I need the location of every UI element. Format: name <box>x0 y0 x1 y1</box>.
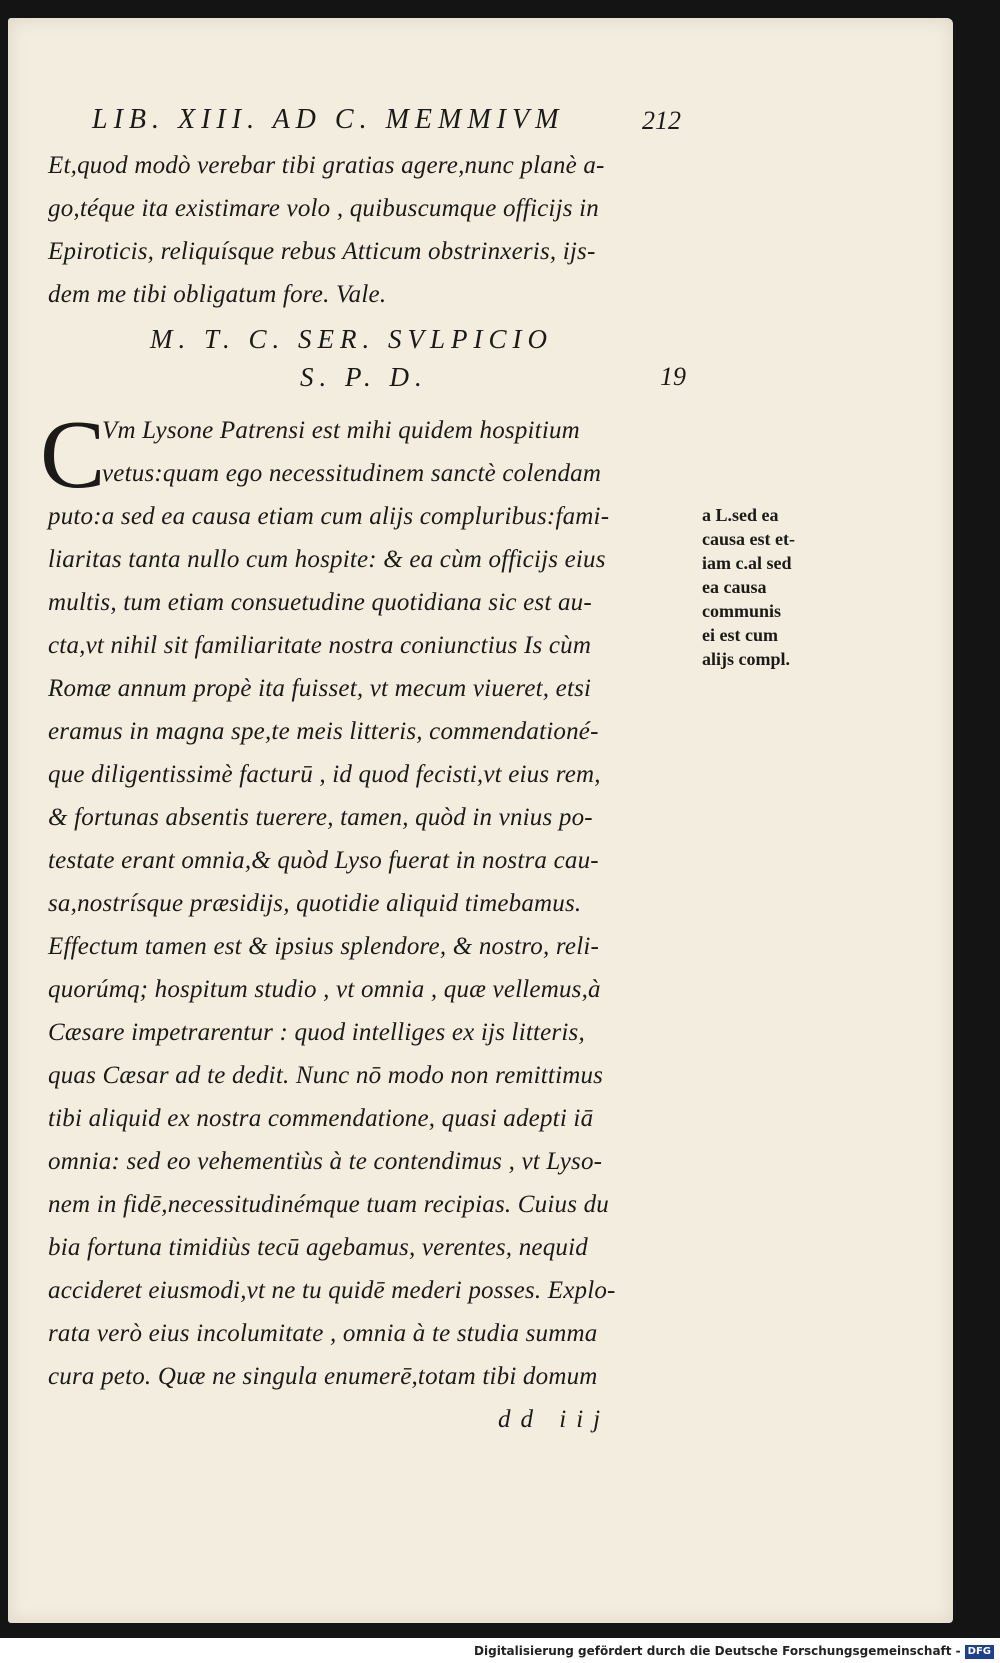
body-line: multis, tum etiam consuetudine quotidiana sic est au- <box>48 589 592 616</box>
body-line: tibi aliquid ex nostra commendatione, quasi adepti iā <box>48 1105 594 1132</box>
letter-heading: M. T. C. SER. SVLPICIO <box>150 324 553 354</box>
body-line: cta,vt nihil sit familiaritate nostra coniunctius Is cùm <box>48 632 592 659</box>
margin-note-line: a L.sed ea <box>702 505 779 525</box>
body-line: puto:a sed ea causa etiam cum alijs compluribus:fami- <box>48 503 610 530</box>
letter-number: 19 <box>660 362 686 391</box>
body-line: rata verò eius incolumitate , omnia à te studia summa <box>48 1320 598 1347</box>
margin-note <box>702 503 795 671</box>
body-line: eramus in magna spe,te meis litteris, commendationé- <box>48 718 599 745</box>
prev-letter-line: go,téque ita existimare volo , quibuscumque officijs in <box>48 195 599 222</box>
body-line: quorúmq; hospitum studio , vt omnia , quæ vellemus,à <box>48 976 601 1003</box>
running-head: LIB. XIII. AD C. MEMMIVM <box>92 104 565 135</box>
body-line: Romæ annum propè ita fuisset, vt mecum viueret, etsi <box>48 675 592 702</box>
dfg-logo: DFG <box>965 1645 994 1659</box>
signature-mark: dd iij <box>498 1406 611 1433</box>
body-line: vetus:quam ego necessitudinem sanctè colendam <box>102 460 602 487</box>
folio-number: 212 <box>642 106 681 135</box>
margin-note-line: ei est cum <box>702 625 778 645</box>
prev-letter-line: Et,quod modò verebar tibi gratias agere,nunc planè a- <box>48 152 605 179</box>
body-line: cura peto. Quæ ne singula enumerē,totam tibi domum <box>48 1363 598 1390</box>
digitization-footer <box>474 1644 994 1659</box>
footer-text: Digitalisierung gefördert durch die Deutsche Forschungsgemeinschaft - <box>474 1644 961 1658</box>
body-line: nem in fidē,necessitudinémque tuam recipias. Cuius du <box>48 1191 609 1218</box>
drop-capital: C <box>40 401 106 509</box>
body-line: sa,nostrísque præsidijs, quotidie aliquid timebamus. <box>48 890 582 917</box>
body-line: Cæsare impetrarentur : quod intelliges ex ijs litteris, <box>48 1019 585 1046</box>
letter-heading-salutation: S. P. D. <box>300 362 428 392</box>
body-line: Vm Lysone Patrensi est mihi quidem hospitium <box>102 417 580 444</box>
body-line: Effectum tamen est & ipsius splendore, & nostro, reli- <box>48 933 600 960</box>
body-line: accideret eiusmodi,vt ne tu quidē mederi posses. Explo- <box>48 1277 616 1304</box>
body-line: testate erant omnia,& quòd Lyso fuerat in nostra cau- <box>48 847 599 874</box>
body-line: quas Cæsar ad te dedit. Nunc nō modo non remittimus <box>48 1062 604 1089</box>
body-line: que diligentissimè facturū , id quod fecisti,vt eius rem, <box>48 761 601 788</box>
margin-note-line: iam c.al sed <box>702 553 792 573</box>
body-line: omnia: sed eo vehementiùs à te contendimus , vt Lyso- <box>48 1148 603 1175</box>
body-line: liaritas tanta nullo cum hospite: & ea cùm officijs eius <box>48 546 606 573</box>
prev-letter-line: Epiroticis, reliquísque rebus Atticum obstrinxeris, ijs- <box>48 238 596 265</box>
margin-note-line: ea causa <box>702 577 767 597</box>
margin-note-line: communis <box>702 601 782 621</box>
margin-note-line: causa est et- <box>702 529 795 549</box>
body-line: bia fortuna timidiùs tecū agebamus, verentes, nequid <box>48 1234 588 1261</box>
body-line: & fortunas absentis tuerere, tamen, quòd in vnius po- <box>48 804 593 831</box>
margin-note-line: alijs compl. <box>702 649 790 669</box>
prev-letter-line: dem me tibi obligatum fore. Vale. <box>48 281 387 308</box>
